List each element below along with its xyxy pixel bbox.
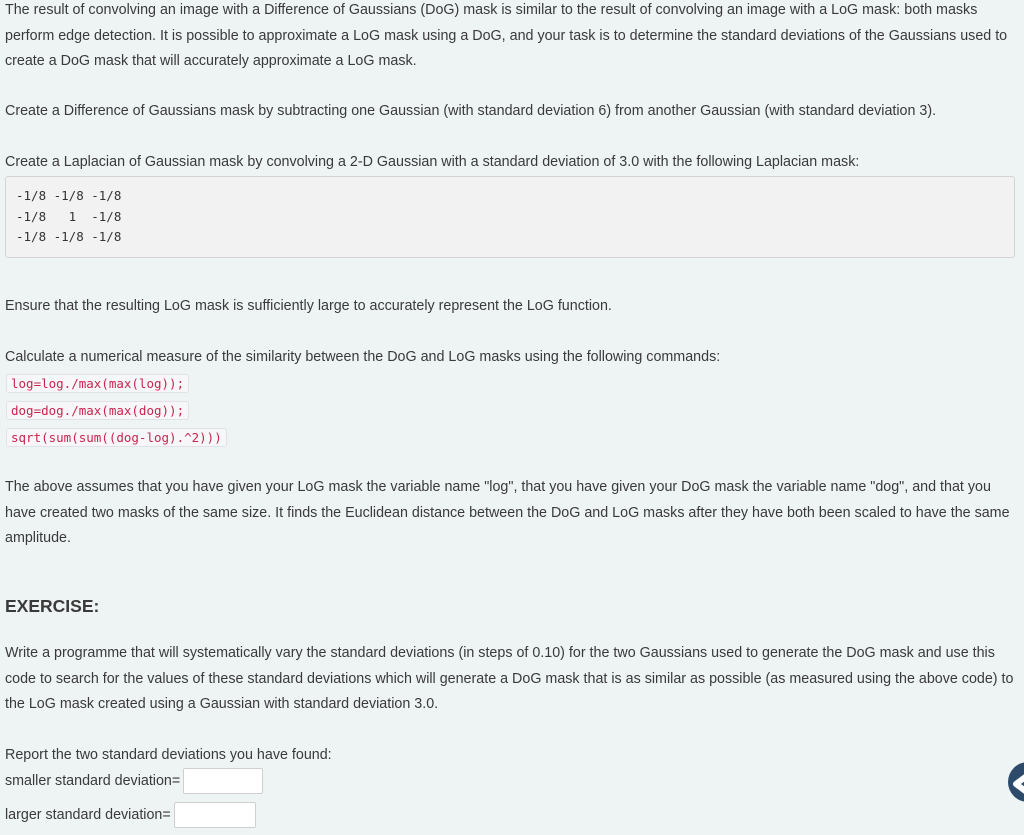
calc-paragraph: Calculate a numerical measure of the similarity between the DoG and LoG masks using the following commands: xyxy=(5,349,721,365)
chevron-icon xyxy=(1010,766,1024,798)
larger-sd-label: larger standard deviation= xyxy=(5,807,171,823)
corner-nav-widget[interactable] xyxy=(1008,762,1024,802)
exercise-heading: EXERCISE: xyxy=(5,596,100,616)
report-prompt: Report the two standard deviations you have found: xyxy=(5,747,332,763)
exercise-paragraph: Write a programme that will systematically vary the standard deviations (in steps of 0.10) for the two Gaussians used to generate the DoG mask and use this code to search for the values of these standard deviations which will generate a DoG mask that is as similar as possible (as measured using the above code) to the LoG mask created using a Gaussian with standard deviation 3.0. xyxy=(5,645,1014,712)
log-instruction: Create a Laplacian of Gaussian mask by convolving a 2-D Gaussian with a standard deviation of 3.0 with the following Laplacian mask: xyxy=(5,154,860,170)
laplacian-mask-row: -1/8 -1/8 -1/8 xyxy=(16,229,122,244)
ensure-paragraph: Ensure that the resulting LoG mask is sufficiently large to accurately represent the LoG function. xyxy=(5,298,612,314)
intro-paragraph: The result of convolving an image with a Difference of Gaussians (DoG) mask is similar to the result of convolving an image with a LoG mask: both masks perform edge detection. It is possible to approximate a LoG mask using a DoG, and your task is to determine the standard deviations of the Gaussians used to create a DoG mask that will accurately approximate a LoG mask. xyxy=(5,2,1008,69)
assumptions-paragraph: The above assumes that you have given your LoG mask the variable name "log", that you have given your DoG mask the variable name "dog", and that you have created two masks of the same size. It finds the Euclidean distance between the DoG and LoG masks after they have both been scaled to have the same amplitude. xyxy=(5,479,1010,546)
laplacian-mask-row: -1/8 1 -1/8 xyxy=(16,208,122,224)
smaller-sd-answer-row xyxy=(5,768,263,794)
laplacian-mask-row: -1/8 -1/8 -1/8 xyxy=(16,188,122,203)
larger-sd-input[interactable] xyxy=(174,802,256,828)
laplacian-mask-code-block xyxy=(5,176,1015,258)
smaller-sd-label: smaller standard deviation= xyxy=(5,773,181,789)
smaller-sd-input[interactable] xyxy=(183,768,263,794)
command-euclidean-distance: sqrt(sum(sum((dog-log).^2))) xyxy=(6,428,227,447)
larger-sd-answer-row xyxy=(5,802,256,828)
command-normalize-log: log=log./max(max(log)); xyxy=(6,374,189,393)
command-normalize-dog: dog=dog./max(max(dog)); xyxy=(6,401,189,420)
dog-instruction: Create a Difference of Gaussians mask by subtracting one Gaussian (with standard deviation 6) from another Gaussian (with standard deviation 3). xyxy=(5,103,937,119)
